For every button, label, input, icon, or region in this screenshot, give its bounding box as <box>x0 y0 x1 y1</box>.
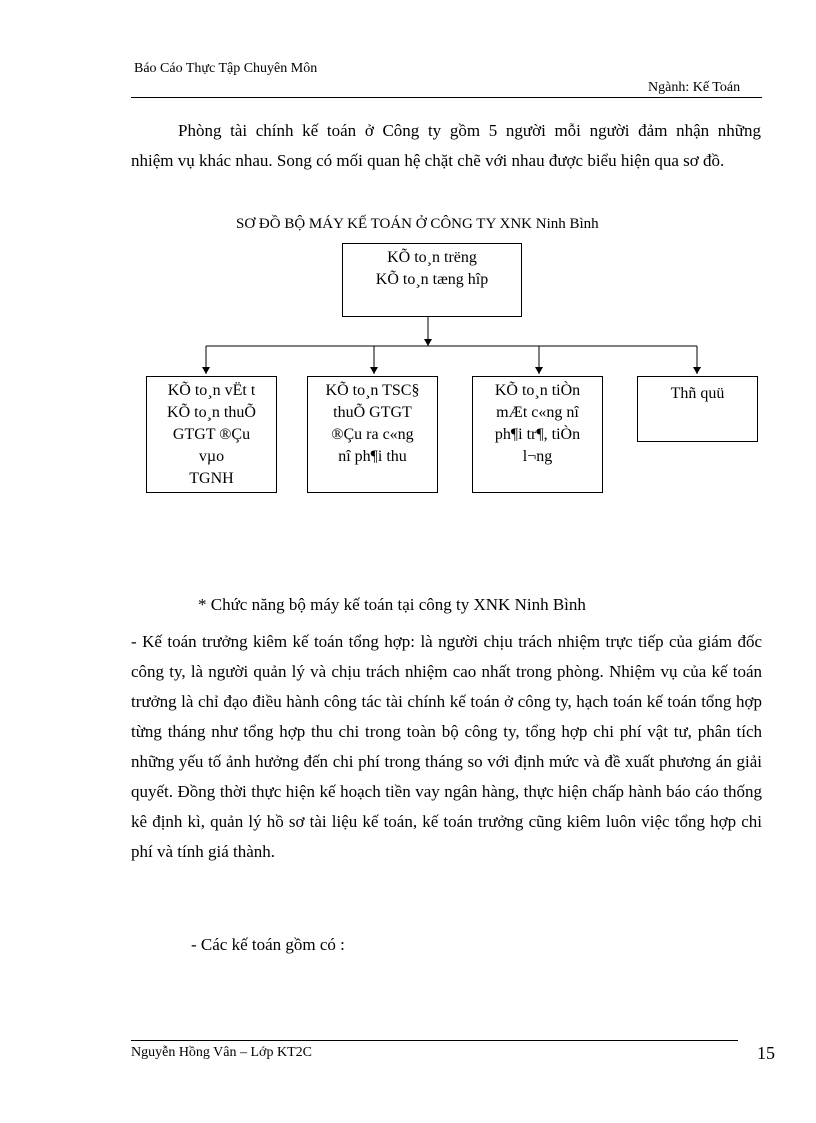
box-line: KÕ to¸n TSC§ <box>325 382 420 399</box>
chief-accountant-description: - Kế toán trưởng kiêm kế toán tổng hợp: là người chịu trách nhiệm trực tiếp của giám đốc công ty, là người quản lý và chịu trách nhiệm cao nhất trong phòng. Nhiệm vụ của kế toán trưởng là chỉ đạo điều hành công tác tài chính kế toán ở công ty, hạch toán kế toán tổng hợp từng tháng như tổng hợp thu chi trong toàn bộ công ty, tổng hợp chi phí vật tư, phân tích những yếu tố ảnh hưởng đến chi phí trong tháng so với định mức và đề xuất phương án giải quyết. Đồng thời thực hiện kế hoạch tiền vay ngân hàng, thực hiện chấp hành báo cáo thống kê định kì, quản lý hồ sơ tài liệu kế toán, kế toán trưởng cũng kiêm luôn việc tổng hợp chi phí và tính giá thành. <box>131 632 762 861</box>
header-major: Ngành: Kế Toán <box>648 80 741 95</box>
box-line: GTGT ®Çu <box>172 426 251 443</box>
box-line: nî ph¶i thu <box>338 448 407 465</box>
chief-accountant-line-1: KÕ to¸n trëng <box>387 249 477 266</box>
box-line: Thñ quü <box>670 385 725 402</box>
section-title: * Chức năng bộ máy kế toán tại công ty XNK Ninh Bình <box>198 595 586 614</box>
box-line: KÕ to¸n vËt t <box>167 382 256 399</box>
box-line: KÕ to¸n tiÒn <box>494 382 581 399</box>
cash-accountant-box <box>472 376 603 493</box>
org-chart-title: SƠ ĐỒ BỘ MÁY KẾ TOÁN Ở CÔNG TY XNK Ninh Bình <box>236 216 599 232</box>
box-line: vµo <box>198 448 225 465</box>
list-intro: - Các kế toán gồm có : <box>191 935 345 954</box>
chief-accountant-line-2: KÕ to¸n tæng hîp <box>375 271 489 288</box>
box-line: thuÕ GTGT <box>333 404 412 421</box>
footer-author: Nguyễn Hồng Vân – Lớp KT2C <box>131 1045 312 1060</box>
box-line: TGNH <box>189 470 234 487</box>
intro-line-1: Phòng tài chính kế toán ở Công ty gồm 5 người mỗi người đảm nhận những <box>178 121 761 140</box>
box-line: l¬ng <box>522 448 553 465</box>
intro-line-2: nhiệm vụ khác nhau. Song có mối quan hệ chặt chẽ với nhau được biểu hiện qua sơ đồ. <box>131 151 725 170</box>
box-line: mÆt c«ng nî <box>496 404 579 421</box>
section-body <box>131 627 762 867</box>
fixed-assets-accountant-box <box>307 376 438 493</box>
box-line: ®Çu ra c«ng <box>331 426 414 443</box>
box-line: ph¶i tr¶, tiÒn <box>494 426 581 443</box>
footer-divider <box>131 1040 738 1041</box>
treasurer-box <box>637 376 758 442</box>
page-number: 15 <box>757 1043 775 1063</box>
header-report-title: Báo Cáo Thực Tập Chuyên Môn <box>134 61 318 76</box>
box-line: KÕ to¸n thuÕ <box>167 404 256 421</box>
chief-accountant-box <box>342 243 522 317</box>
materials-accountant-box <box>146 376 277 493</box>
